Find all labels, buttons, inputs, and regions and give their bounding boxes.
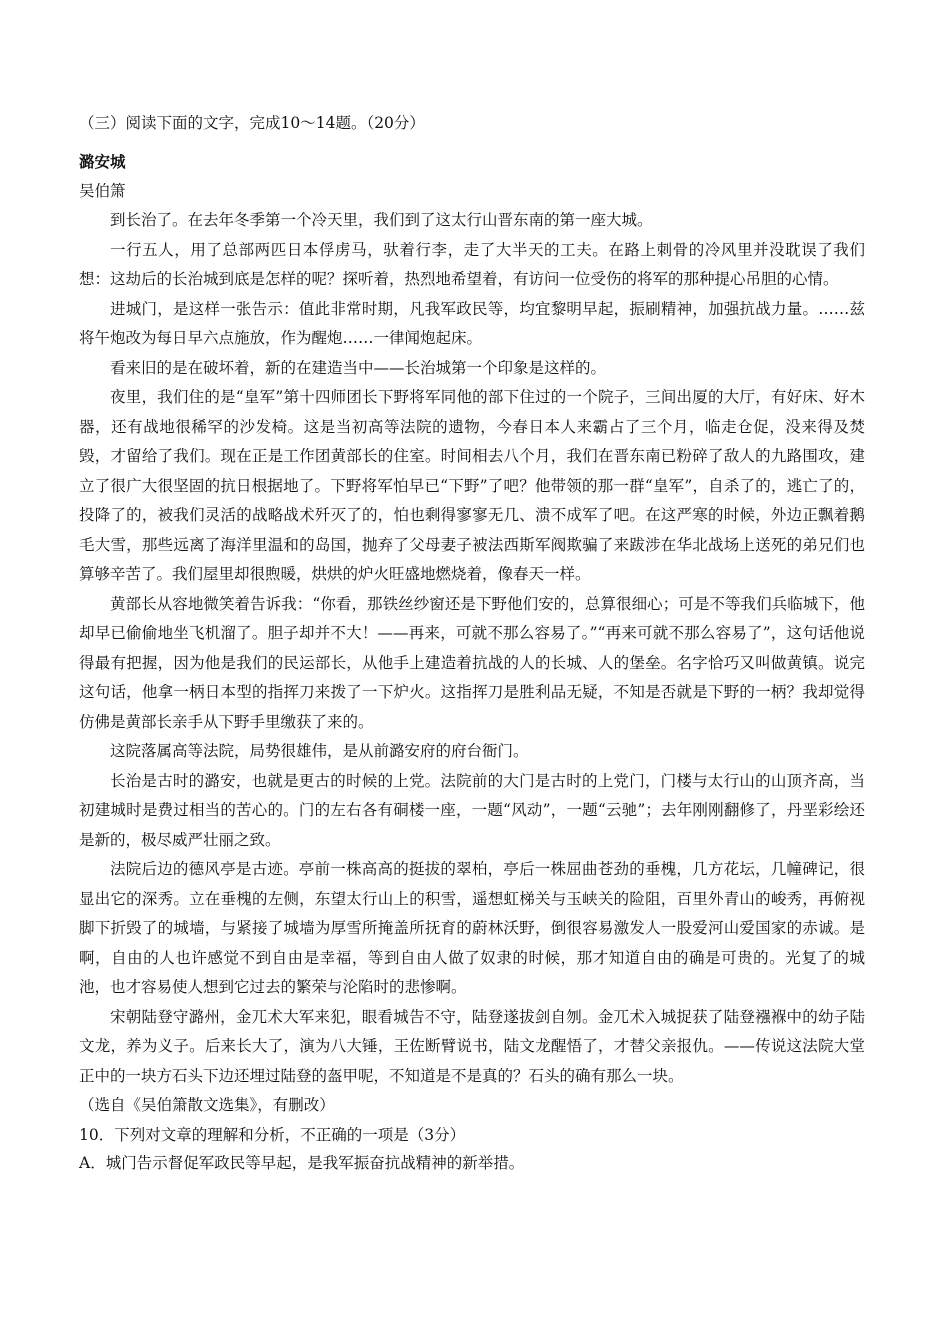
question-10 — [79, 1121, 865, 1177]
article-paragraph: 进城门，是这样一张告示：值此非常时期，凡我军政民等，均宜黎明早起，振刷精神，加强抗战力量。……兹将午炮改为每日早六点施放，作为醒炮……一律闻炮起床。 — [79, 299, 865, 348]
article-paragraph: 看来旧的是在破坏着，新的在建造当中——长治城第一个印象是这样的。 — [110, 358, 607, 377]
article-title: 潞安城 — [79, 152, 126, 172]
article-paragraph: 夜里，我们住的是“皇军”第十四师团长下野将军同他的部下住过的一个院子，三间出厦的大厅，有好床、好木器，还有战地很稀罕的沙发椅。这是当初高等法院的遗物，今春日本人来霸占了三个月，临走仓促，没来得及焚毁，才留给了我们。现在正是工作团黄部长的住室。时间相去八个月，我们在晋东南已粉碎了敌人的九路围攻，建立了很广大很坚固的抗日根据地了。下野将军怕早已“下野”了吧？他带领的那一群“皇军”，自杀了的，逃亡了的，投降了的，被我们灵活的战略战术歼灭了的，怕也剩得寥寥无几、溃不成军了吧。在这严寒的时候，外边正飘着鹅毛大雪，那些远离了海洋里温和的岛国，抛弃了父母妻子被法西斯军阀欺骗了来跋涉在华北战场上送死的弟兄们也算够辛苦了。我们屋里却很煦暖，烘烘的炉火旺盛地燃烧着，像春天一样。 — [79, 388, 865, 584]
article — [79, 147, 865, 1121]
article-paragraph: 一行五人，用了总部两匹日本俘虏马，驮着行李，走了大半天的工夫。在路上刺骨的冷风里并没耽误了我们想：这劫后的长治城到底是怎样的呢？探听着，热烈地希望着，有访问一位受伤的将军的那种提心吊胆的心情。 — [79, 240, 865, 289]
option-a: A．城门告示督促军政民等早起，是我军振奋抗战精神的新举措。 — [79, 1153, 525, 1172]
article-paragraph: 法院后边的德风亭是古迹。亭前一株高高的挺拔的翠柏，亭后一株屈曲苍劲的垂槐，几方花坛，几幢碑记，很显出它的深秀。立在垂槐的左侧，东望太行山上的积雪，遥想虹梯关与玉峡关的险阻，百里外青山的峻秀，再俯视脚下折毁了的城墙，与紧接了城墙为厚雪所掩盖所抚育的蔚林沃野，倒很容易激发人一股爱河山爱国家的赤诚。是啊，自由的人也许感觉不到自由是幸福，等到自由人做了奴隶的时候，那才知道自由的确是可贵的。光复了的城池，也才容易使人想到它过去的繁荣与沦陷时的悲惨啊。 — [79, 860, 865, 997]
section-heading: （三）阅读下面的文字，完成10～14题。（20分） — [79, 114, 425, 132]
question-stem: 10．下列对文章的理解和分析，不正确的一项是（3分） — [79, 1125, 466, 1144]
article-paragraph: 这院落属高等法院，局势很雄伟，是从前潞安府的府台衙门。 — [110, 742, 529, 761]
article-author: 吴伯箫 — [79, 181, 126, 200]
article-paragraph: 黄部长从容地微笑着告诉我：“你看，那铁丝纱窗还是下野他们安的，总算很细心；可是不等我们兵临城下，他却早已偷偷地坐飞机溜了。胆子却并不大！——再来，可就不那么容易了。”“再来可就不那么容易了”，这句话他说得最有把握，因为他是我们的民运部长，从他手上建造着抗战的人的长城、人的堡垒。名字恰巧又叫做黄镇。说完这句话，他拿一柄日本型的指挥刀来拨了一下炉火。这指挥刀是胜利品无疑，不知是否就是下野的一柄？我却觉得仿佛是黄部长亲手从下野手里缴获了来的。 — [79, 594, 865, 731]
article-source: （选自《吴伯箫散文选集》，有删改） — [79, 1096, 335, 1115]
article-paragraph: 到长治了。在去年冬季第一个冷天里，我们到了这太行山晋东南的第一座大城。 — [110, 211, 653, 230]
article-paragraph: 长治是古时的潞安，也就是更古的时候的上党。法院前的大门是古时的上党门，门楼与太行山的山顶齐高，当初建城时是费过相当的苦心的。门的左右各有硐楼一座，一题“风动”，一题“云驰”；去年刚刚翻修了，丹垩彩绘还是新的，极尽威严壮丽之致。 — [79, 771, 865, 849]
exam-page — [79, 112, 865, 1177]
article-paragraph: 宋朝陆登守潞州，金兀术大军来犯，眼看城告不守，陆登遂拔剑自刎。金兀术入城捉获了陆登襁褓中的幼子陆文龙，养为义子。后来长大了，演为八大锤，王佐断臂说书，陆文龙醒悟了，才替父亲报仇。——传说这法院大堂正中的一块方石头下边还埋过陆登的盔甲呢，不知道是不是真的？石头的确有那么一块。 — [79, 1007, 865, 1085]
